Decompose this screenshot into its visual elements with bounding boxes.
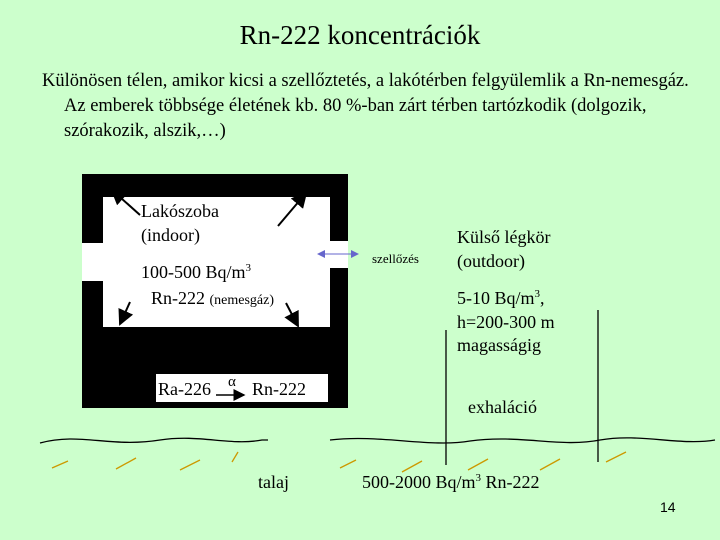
arrow-lower-right	[286, 303, 298, 326]
exhalation-label: exhaláció	[468, 397, 537, 417]
ventilation-label: szellőzés	[372, 251, 419, 266]
soil-marks	[52, 452, 626, 472]
indoor-sublabel: (indoor)	[141, 225, 200, 245]
outdoor-height-unit: magasságig	[457, 335, 541, 355]
arrow-lower-left	[120, 302, 130, 324]
slide-title: Rn-222 koncentrációk	[239, 20, 481, 50]
ground-line	[40, 438, 715, 443]
intro-text: Különösen télen, amikor kicsi a szellőztetés, a lakótérben felgyülemlik a Rn-nemesgáz. Az emberek többsége életének kb. 80 %-ban zárt térben tartózkodik (dolgozik, szórakozik, alszik,…)	[42, 71, 689, 141]
arrow-up-left	[112, 190, 140, 215]
arrow-up-right	[278, 193, 306, 226]
soil-concentration: 500-2000 $Bq/m^3$ Rn-222	[362, 472, 540, 492]
decay-parent: Ra-226	[158, 379, 211, 399]
outdoor-height: h=200-300 m	[457, 312, 555, 332]
page-number: 14	[660, 499, 676, 515]
outdoor-concentration: 5-10 $Bq/m^3$,	[457, 288, 545, 308]
decay-daughter: Rn-222	[252, 379, 306, 399]
indoor-label: Lakószoba	[141, 201, 219, 221]
soil-label: talaj	[258, 472, 289, 492]
indoor-gas: Rn-222 (nemesgáz)	[151, 288, 275, 308]
outdoor-sublabel: (outdoor)	[457, 251, 525, 271]
indoor-concentration: 100-500 $Bq/m^3$	[141, 262, 252, 282]
outdoor-label: Külső légkör	[457, 227, 551, 247]
alpha-symbol: α	[228, 374, 236, 390]
